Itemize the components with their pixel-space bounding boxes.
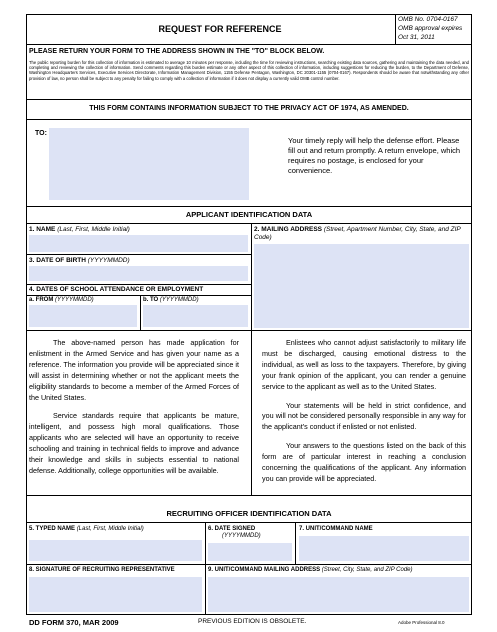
rule bbox=[26, 295, 251, 296]
rule bbox=[26, 119, 472, 120]
form-number: DD FORM 370, MAR 2009 bbox=[29, 618, 119, 627]
unit-name-label: 7. UNIT/COMMAND NAME bbox=[299, 526, 373, 532]
rule bbox=[26, 522, 472, 523]
recruiter-divider-2 bbox=[295, 522, 296, 564]
mailing-address-field[interactable] bbox=[254, 244, 469, 328]
dob-label bbox=[29, 257, 130, 265]
from-label-text: a. FROM bbox=[29, 297, 54, 303]
rule bbox=[26, 495, 472, 496]
name-hint: (Last, First, Middle Initial) bbox=[57, 226, 130, 233]
unit-address-hint: (Street, City, State, and ZIP Code) bbox=[321, 567, 413, 573]
body-right-column bbox=[262, 338, 466, 493]
unit-name-field[interactable] bbox=[299, 536, 469, 561]
burden-statement: The public reporting burden for this collection of information is estimated to average 10 minutes per response, including the time for reviewing instructions, searching existing data sources, gathering and maintaining the data needed, and completing and reviewing the collection of information. Send comments regarding this burden estimate or any other aspect of this collection of information, including suggestions for reducing the burden, to the Department of Defense, Washington Headquarters Services, Executive Services Directorate, Information Management Division, 1155 Defense Pentagon, Washington, DC 20301-1155 (0704-0167). Respondents should be aware that notwithstanding any other provision of law, no person shall be subject to any penalty for failing to comply with a collection of information if it does not display a currently valid OMB control number. bbox=[29, 60, 469, 81]
rule bbox=[26, 223, 472, 224]
name-field[interactable] bbox=[29, 235, 248, 252]
recruiter-section-title: RECRUITING OFFICER IDENTIFICATION DATA bbox=[166, 509, 332, 518]
rule bbox=[26, 564, 472, 565]
typed-name-field[interactable] bbox=[29, 540, 202, 561]
body-left-column bbox=[29, 338, 239, 485]
form-title: REQUEST FOR REFERENCE bbox=[158, 24, 282, 34]
from-label bbox=[29, 297, 94, 304]
typed-name-hint: (Last, First, Middle Initial) bbox=[76, 526, 144, 532]
dates-label: 4. DATES OF SCHOOL ATTENDANCE OR EMPLOYMENT bbox=[29, 286, 204, 293]
rule bbox=[26, 44, 472, 45]
typed-name-label bbox=[29, 526, 144, 533]
edition-notice: PREVIOUS EDITION IS OBSOLETE. bbox=[198, 618, 307, 625]
from-hint: (YYYYMMDD) bbox=[55, 297, 94, 303]
signature-field[interactable] bbox=[29, 577, 202, 612]
to-date-label bbox=[143, 297, 199, 304]
body-left-p1: The above-named person has made application for enlistment in the Armed Service and has given your name as a reference. The information you provide will be appreciated since it will assist in determining whether or not the applicant meets the eligibility standards to become a member of the Armed Forces of the United States. bbox=[29, 338, 239, 402]
text-divider bbox=[251, 330, 252, 495]
body-right-p3: Your answers to the questions listed on the back of this form are of particular interest in reaching a conclusion concerning the qualifications of the applicant. Any information you can provide will be appreciated. bbox=[262, 441, 466, 483]
to-address-field[interactable] bbox=[49, 128, 249, 200]
name-label bbox=[29, 226, 130, 234]
date-signed-hint: (YYYYMMDD) bbox=[222, 533, 261, 539]
rule bbox=[26, 330, 472, 331]
omb-divider bbox=[395, 14, 396, 44]
return-instruction: PLEASE RETURN YOUR FORM TO THE ADDRESS SHOWN IN THE "TO" BLOCK BELOW. bbox=[29, 48, 325, 55]
typed-name-label-text: 5. TYPED NAME bbox=[29, 526, 76, 532]
signature-label: 8. SIGNATURE OF RECRUITING REPRESENTATIVE bbox=[29, 567, 175, 573]
body-right-p1: Enlistees who cannot adjust satisfactorily to military life must be discharged, causing emotional distress to the individual, as well as loss to the taxpayers. Therefore, by giving your frank opinion of the applicant, you can render a genuine service to the applicant as well as to the United States. bbox=[262, 338, 466, 391]
omb-date: Oct 31, 2011 bbox=[398, 34, 435, 41]
unit-address-field[interactable] bbox=[208, 577, 469, 612]
software-note: Adobe Professional 8.0 bbox=[398, 620, 445, 625]
body-right-p2: Your statements will be held in strict confidence, and you will not be considered personally responsible in any way for the applicant's conduct if enlisted or not enlisted. bbox=[262, 400, 466, 432]
rule bbox=[26, 284, 251, 285]
omb-expires: OMB approval expires bbox=[398, 25, 463, 32]
to-date-label-text: b. TO bbox=[143, 297, 159, 303]
rule bbox=[26, 254, 251, 255]
applicant-section-title: APPLICANT IDENTIFICATION DATA bbox=[185, 210, 313, 219]
date-signed-field[interactable] bbox=[208, 543, 292, 561]
to-date-hint: (YYYYMMDD) bbox=[159, 297, 199, 303]
rule bbox=[26, 99, 472, 100]
to-message: Your timely reply will help the defense effort. Please fill out and return promptly. A return envelope, which requires no postage, is enclosed for your convenience. bbox=[288, 136, 461, 175]
address-label bbox=[254, 226, 468, 242]
date-signed-label: 6. DATE SIGNED bbox=[208, 526, 256, 532]
omb-number: OMB No. 0704-0167 bbox=[398, 16, 458, 23]
dob-field[interactable] bbox=[29, 266, 248, 281]
to-date-field[interactable] bbox=[143, 305, 248, 327]
from-date-field[interactable] bbox=[29, 305, 137, 327]
dob-hint: (YYYYMMDD) bbox=[87, 257, 130, 264]
name-label-text: 1. NAME bbox=[29, 226, 56, 233]
body-left-p2: Service standards require that applicants be mature, intelligent, and possess high moral qualifications. Those applicants who are selected will have an opportunity to receive schooling and training in technical fields to improve and advance their knowledge and skills in subjects essential to national defense. Additionally, college opportunities will be available. bbox=[29, 411, 239, 475]
dates-divider bbox=[140, 295, 141, 330]
rule bbox=[26, 206, 472, 207]
recruiter-divider-1 bbox=[205, 522, 206, 615]
column-divider bbox=[251, 223, 252, 330]
privacy-notice: THIS FORM CONTAINS INFORMATION SUBJECT TO THE PRIVACY ACT OF 1974, AS AMENDED. bbox=[89, 105, 409, 112]
unit-address-label bbox=[208, 567, 413, 574]
address-hint: (Street, Apartment Number, City, State, and ZIP Code) bbox=[254, 226, 461, 241]
to-label: TO: bbox=[35, 130, 47, 137]
address-label-text: 2. MAILING ADDRESS bbox=[254, 226, 323, 233]
unit-address-label-text: 9. UNIT/COMMAND MAILING ADDRESS bbox=[208, 567, 321, 573]
dob-label-text: 3. DATE OF BIRTH bbox=[29, 257, 86, 264]
